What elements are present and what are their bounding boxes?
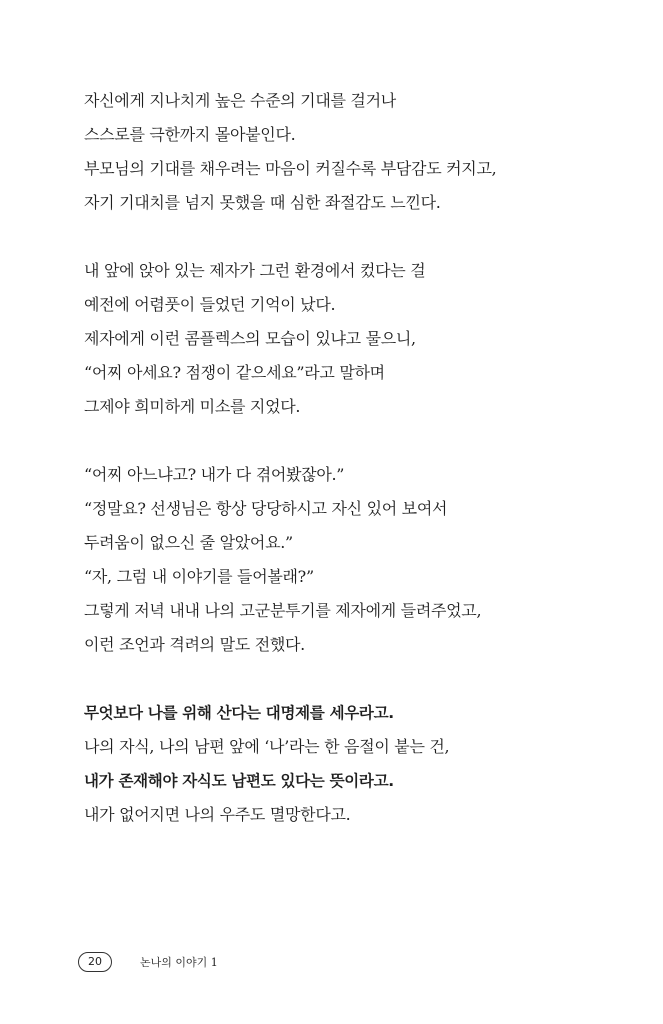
running-title: 논나의 이야기 1 xyxy=(140,956,218,969)
paragraph xyxy=(84,84,604,220)
text-line: “어찌 아세요? 점쟁이 같으세요”라고 말하며 xyxy=(84,363,385,382)
paragraph xyxy=(84,254,604,424)
text-line: 스스로를 극한까지 몰아붙인다. xyxy=(84,125,296,144)
text-line: 두려움이 없으신 줄 알았어요.” xyxy=(84,533,293,552)
text-line: “어찌 아느냐고? 내가 다 겪어봤잖아.” xyxy=(84,465,345,484)
text-line: 그렇게 저녁 내내 나의 고군분투기를 제자에게 들려주었고, xyxy=(84,601,482,620)
page-footer xyxy=(78,951,218,973)
paragraph xyxy=(84,696,604,832)
text-line: 예전에 어렴풋이 들었던 기억이 났다. xyxy=(84,295,336,314)
emphasized-text-line: 무엇보다 나를 위해 산다는 대명제를 세우라고. xyxy=(84,704,394,722)
text-line: 그제야 희미하게 미소를 지었다. xyxy=(84,397,301,416)
text-line: 이런 조언과 격려의 말도 전했다. xyxy=(84,635,305,654)
page-number: 20 xyxy=(78,952,112,972)
text-line: 내 앞에 앉아 있는 제자가 그런 환경에서 컸다는 걸 xyxy=(84,261,426,280)
body-text xyxy=(84,84,604,832)
text-line: 자기 기대치를 넘지 못했을 때 심한 좌절감도 느낀다. xyxy=(84,193,441,212)
text-line: 제자에게 이런 콤플렉스의 모습이 있냐고 물으니, xyxy=(84,329,416,348)
paragraph xyxy=(84,458,604,662)
text-line: 자신에게 지나치게 높은 수준의 기대를 걸거나 xyxy=(84,91,396,110)
text-line: “정말요? 선생님은 항상 당당하시고 자신 있어 보여서 xyxy=(84,499,448,518)
text-line: 내가 없어지면 나의 우주도 멸망한다고. xyxy=(84,805,351,824)
text-line: 나의 자식, 나의 남편 앞에 ‘나’라는 한 음절이 붙는 건, xyxy=(84,737,450,756)
text-line: 부모님의 기대를 채우려는 마음이 커질수록 부담감도 커지고, xyxy=(84,159,497,178)
text-line: “자, 그럼 내 이야기를 들어볼래?” xyxy=(84,567,314,586)
emphasized-text-line: 내가 존재해야 자식도 남편도 있다는 뜻이라고. xyxy=(84,772,394,790)
